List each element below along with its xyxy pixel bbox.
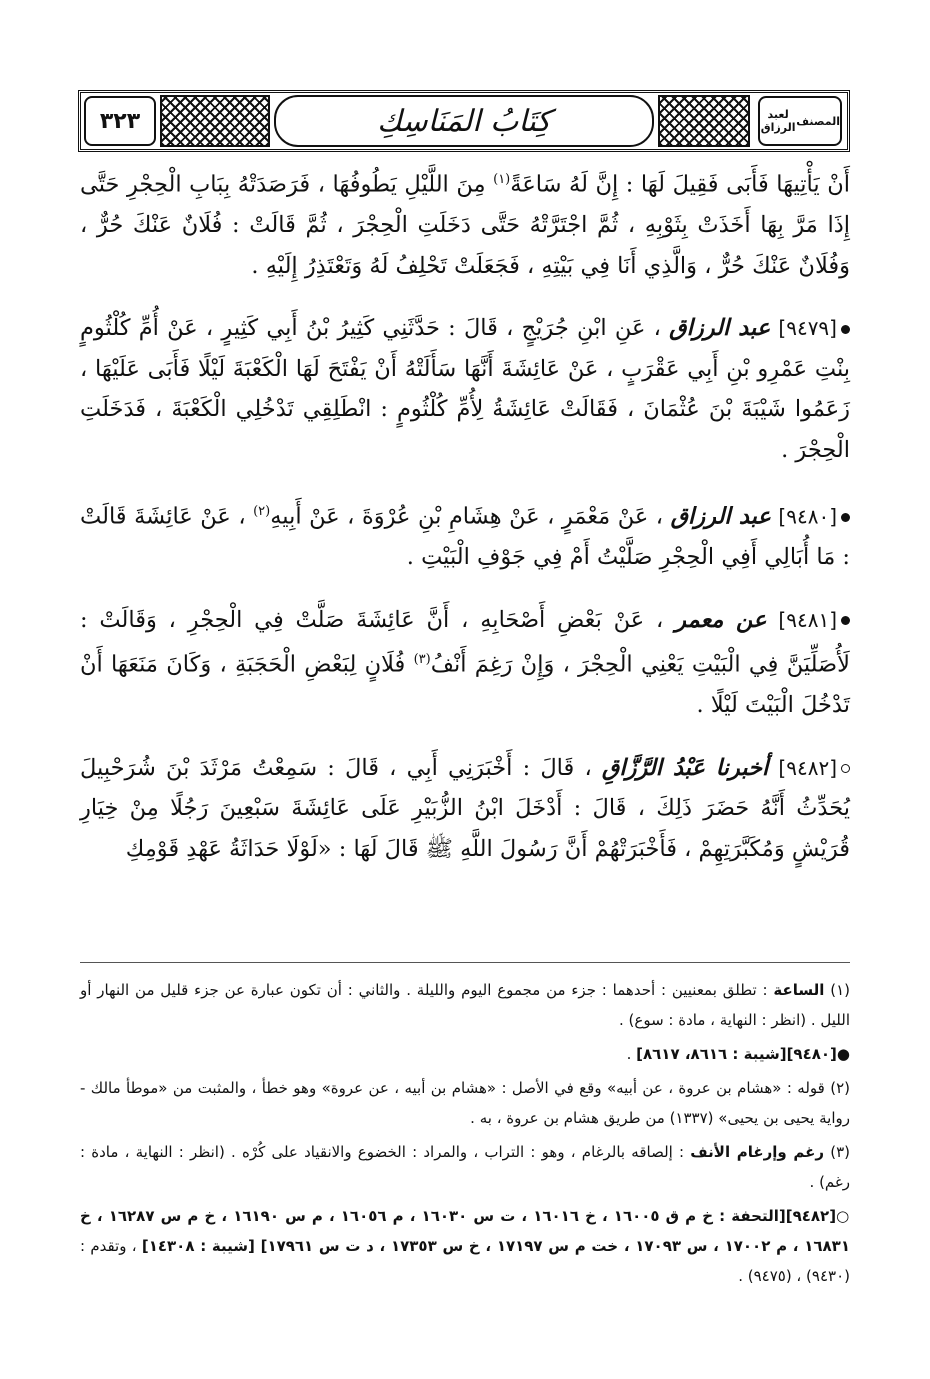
hadith-text: ، قَالَ : أَخْبَرَنِي أَبِي ، قَالَ : سَمِعْتُ مَرْثَدَ بْنَ شُرَحْبِيلَ يُحَدِّثُ أَنَّهُ حَضَرَ ذَلِكَ ، قَالَ : أَدْخَلَ ابْنُ الزُّبَيْرِ عَلَى عَائِشَةَ سَبْعِينَ رَجُلًا مِنْ خِيَارِ قُرَيْشٍ وَمُكَبَّرَتِهِمْ ، فَأَخْبَرَتْهُمْ أَنَّ رَسُولَ اللَّهِ ﷺ قَالَ لَهَا : «لَوْلَا حَدَاثَةُ عَهْدِ قَوْمِكِ	[80, 754, 850, 862]
footnote-divider	[80, 962, 850, 963]
main-text	[80, 160, 850, 869]
footnote-text: : إلصاقه بالرغام ، وهو : التراب ، والمراد : الخضوع والانقياد على كُرْه . (انظر : النهاية ، مادة : رغم) .	[80, 1143, 850, 1191]
narrator: عبد الرزاق	[669, 315, 771, 341]
footnote-ref[interactable]: (١)	[493, 172, 511, 187]
footnote-marker: ●	[836, 1045, 850, 1063]
page-header	[78, 90, 850, 152]
footnote-ref[interactable]: (٢)	[253, 504, 271, 519]
hadith-entry	[80, 492, 850, 578]
footnote	[80, 975, 850, 1035]
hadith-number: [٩٤٨٢]	[778, 755, 838, 780]
hadith-entry	[80, 308, 850, 470]
narrator: عبد الرزاق	[670, 503, 771, 530]
paragraph-text: أَنْ يَأْتِيهَا فَأَبَى فَقِيلَ لَهَا : إِنَّ لَهُ سَاعَةً	[510, 171, 850, 198]
footnote-term: [٩٤٨٠][شيبة : ٨٦١٦، ٨٦١٧]	[636, 1045, 837, 1063]
footnote-marker: ○	[836, 1207, 851, 1225]
book-logo	[758, 96, 842, 146]
logo-line-1: المصنف	[796, 114, 840, 128]
hadith-number: [٩٤٨١]	[778, 607, 837, 632]
bullet-icon	[841, 616, 850, 625]
footnote-term: الساعة	[773, 981, 825, 999]
footnote	[80, 1073, 850, 1133]
footnote	[80, 1201, 850, 1291]
hadith-entry	[80, 748, 850, 870]
footnote-ref[interactable]: (٣)	[413, 652, 431, 667]
continuation-paragraph	[80, 160, 850, 286]
hadith-text: ، عَنِ ابْنِ جُرَيْجٍ ، قَالَ : حَدَّثَنِي كَثِيرُ بْنُ أَبِي كَثِيرٍ ، عَنْ أُمِّ كُلْثُومٍ بِنْتِ عَمْرِو بْنِ أَبِي عَقْرَبٍ ، عَنْ عَائِشَةَ أَنَّهَا سَأَلَتْهُ أَنْ يَفْتَحَ لَهَا الْكَعْبَةَ لَيْلًا فَأَبَى عَلَيْهَا ، زَعَمُوا شَيْبَةَ بْنَ عُثْمَانَ ، فَقَالَتْ عَائِشَةُ لِأُمِّ كُلْثُومٍ : انْطَلِقِي تَدْخُلِي الْكَعْبَةَ ، فَدَخَلَتِ الْحِجْرَ .	[80, 315, 850, 463]
page-number: ٣٢٣	[84, 96, 156, 146]
footnote-marker: (١)	[830, 981, 850, 999]
logo-line-2: لعبد الرزاق	[760, 108, 796, 134]
footnote-term: رغم وإرغام الأنف	[690, 1143, 825, 1161]
hadith-text: فُلَانٍ لِبَعْضِ الْحَجَبَةِ ، وَكَانَ مَنَعَهَا أَنْ تَدْخُلَ الْبَيْتَ لَيْلًا .	[80, 651, 850, 718]
header-ornament-left	[160, 95, 270, 147]
hollow-bullet-icon	[841, 764, 850, 773]
footnote-text: .	[626, 1045, 637, 1063]
header-ornament-right	[658, 95, 750, 147]
footnote-text: : تطلق بمعنيين : أحدهما : جزء من مجموع اليوم والليلة . والثاني : أن تكون عبارة عن جزء قليل من النهار أو الليل . (انظر : النهاية ، مادة : سوع) .	[80, 981, 850, 1029]
footnote-term: [٩٤٨٢][التحفة : خ م ق ١٦٠٠٥ ، خ ١٦٠١٦ ، ت س ١٦٠٣٠ ، م ١٦٠٥٦ ، م س ١٦١٩٠ ، خ م س ١٦٢٨٧ ، خ ١٦٨٣١ ، م ١٧٠٠٢ ، س ١٧٠٩٣ ، خت م س ١٧١٩٧ ، خ س ١٧٣٥٣ ، د ت س ١٧٩٦١] [شيبة : ١٤٣٠٨]	[80, 1207, 850, 1255]
hadith-text: ، عَنْ عَائِشَةَ قَالَتْ : مَا أُبَالِي أَفِي الْحِجْرِ صَلَّيْتُ أَمْ فِي جَوْفِ الْبَيْتِ .	[80, 503, 850, 570]
paragraph-text: مِنَ اللَّيْلِ يَطُوفُهَا ، فَرَصَدَتْهُ بِبَابِ الْحِجْرِ حَتَّى إِذَا مَرَّ بِهَا أَخَذَتْ بِثَوْبِهِ ، ثُمَّ اجْتَرَّتْهُ حَتَّى دَخَلَتِ الْحِجْرَ ، ثُمَّ قَالَتْ : فُلَانٌ عَنْكَ حُرٌّ ، وَفُلَانٌ عَنْكَ حُرٌّ ، وَالَّذِي أَنَا فِي بَيْتِهِ ، فَجَعَلَتْ تَحْلِفُ لَهُ وَتَعْتَذِرُ إِلَيْهِ .	[80, 171, 850, 279]
footnote-text: قوله : «هشام بن عروة ، عن أبيه» وقع في الأصل : «هشام بن أبيه ، عن عروة» وهو خطأ ، والمثبت من «موطأ مالك - رواية يحيى بن يحيى» (١٣٣٧) من طريق هشام بن عروة ، به .	[80, 1079, 850, 1127]
bullet-icon	[841, 325, 850, 334]
hadith-text: ، عَنْ بَعْضِ أَصْحَابِهِ ، أَنَّ عَائِشَةَ صَلَّتْ فِي الْحِجْرِ ، وَقَالَتْ : لَأُصَلِّيَنَّ فِي الْبَيْتِ يَعْنِي الْحِجْرَ ، وَإِنْ رَغِمَ أَنْفُ	[80, 606, 850, 678]
hadith-text: ، عَنْ مَعْمَرٍ ، عَنْ هِشَامِ بْنِ عُرْوَةَ ، عَنْ أَبِيهِ	[270, 503, 671, 530]
footnotes	[80, 975, 850, 1295]
bullet-icon	[841, 513, 850, 522]
narrator: عن معمر	[675, 606, 767, 633]
narrator: أخبرنا عَبْدُ الرَّزَّاقِ	[601, 754, 769, 781]
book-title: كِتَابُ المَنَاسِكِ	[274, 95, 654, 147]
footnote-marker: (٣)	[830, 1143, 850, 1161]
footnote-text: ، وتقدم : (٩٤٣٠) ، (٩٤٧٥) .	[80, 1237, 850, 1285]
hadith-number: [٩٤٨٠]	[778, 504, 837, 529]
footnote-marker: (٢)	[830, 1079, 850, 1097]
footnote	[80, 1039, 850, 1069]
hadith-number: [٩٤٧٩]	[778, 316, 837, 340]
hadith-entry	[80, 600, 850, 726]
footnote	[80, 1137, 850, 1197]
